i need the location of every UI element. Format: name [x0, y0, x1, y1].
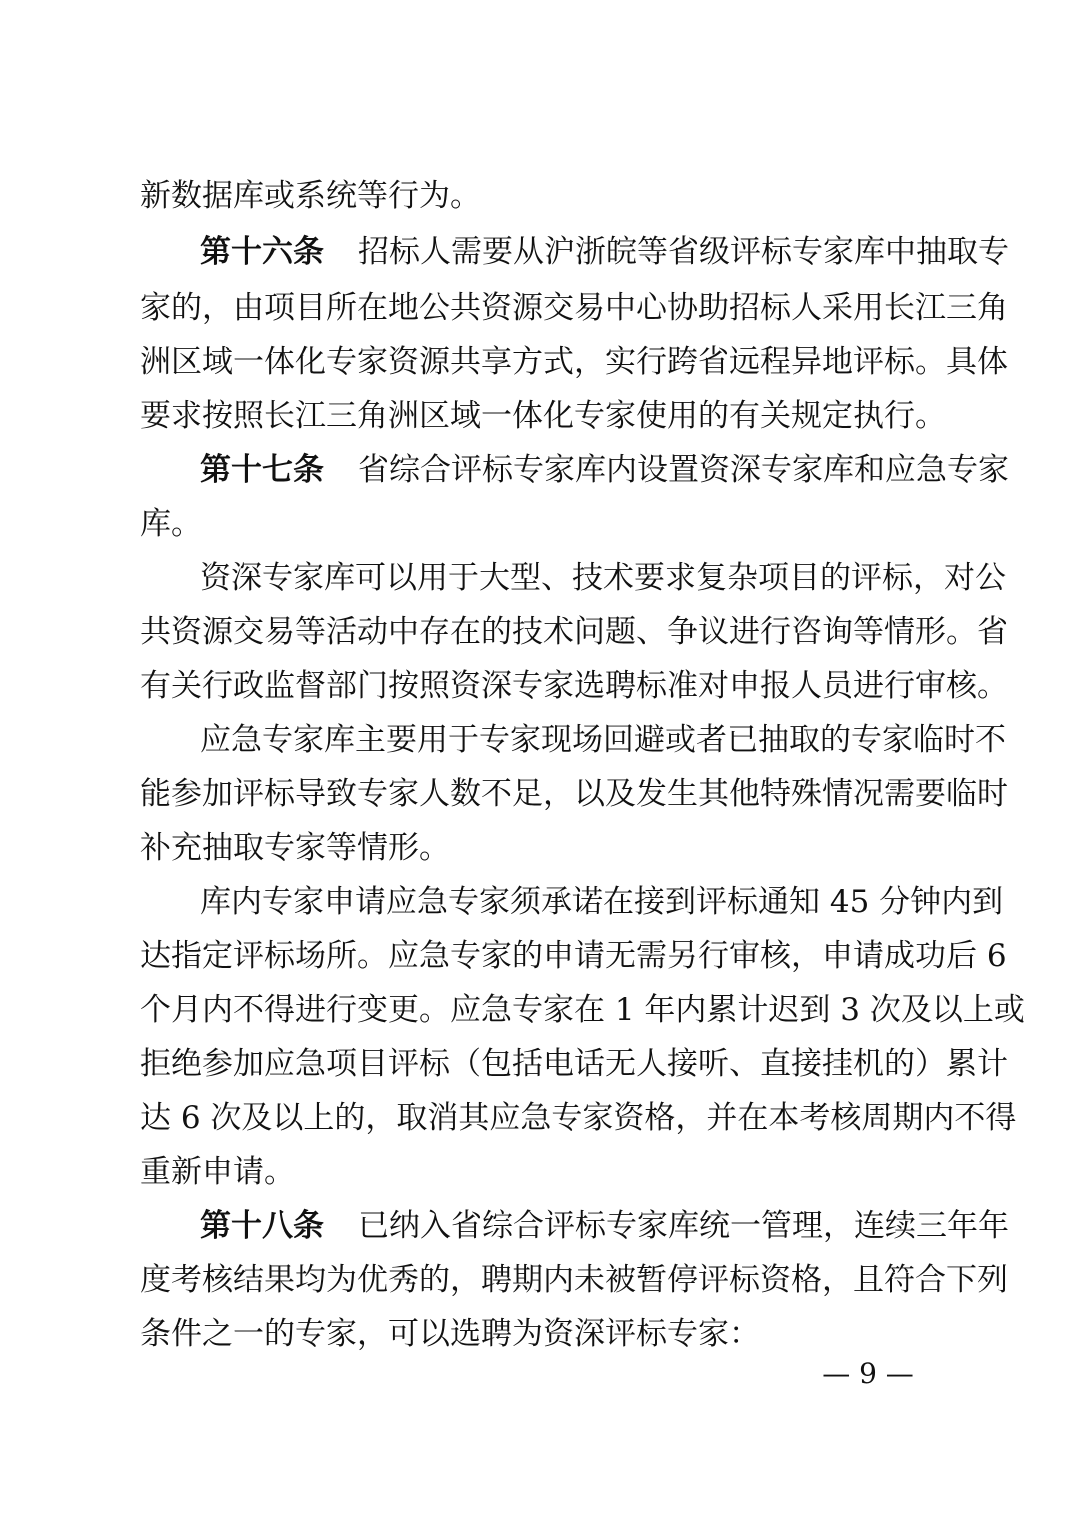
text-line: 资深专家库可以用于大型、技术要求复杂项目的评标，对公 [200, 560, 1006, 596]
text-line: 新数据库或系统等行为。 [140, 178, 481, 214]
text-line: 能参加评标导致专家人数不足，以及发生其他特殊情况需要临时 [140, 776, 1008, 812]
text-line: 条件之一的专家，可以选聘为资深评标专家： [140, 1316, 760, 1352]
article-16-heading: 第十六条 [200, 234, 324, 270]
page-number: — 9 — [822, 1357, 914, 1390]
text-line: 个月内不得进行变更。应急专家在 1 年内累计迟到 3 次及以上或 [140, 992, 1025, 1028]
text-line: 洲区域一体化专家资源共享方式，实行跨省远程异地评标。具体 [140, 344, 1008, 380]
text-line: 库内专家申请应急专家须承诺在接到评标通知 45 分钟内到 [200, 884, 1004, 920]
text-line: 重新申请。 [140, 1154, 295, 1190]
text-line: 库。 [140, 506, 202, 542]
text-line: 要求按照长江三角洲区域一体化专家使用的有关规定执行。 [140, 398, 946, 434]
text-line: 招标人需要从沪浙皖等省级评标专家库中抽取专 [358, 234, 1009, 270]
text-line: 达 6 次及以上的，取消其应急专家资格，并在本考核周期内不得 [140, 1100, 1017, 1136]
text-line: 家的，由项目所在地公共资源交易中心协助招标人采用长江三角 [140, 290, 1008, 326]
text-line: 省综合评标专家库内设置资深专家库和应急专家 [358, 452, 1009, 488]
article-16-line [200, 232, 1009, 272]
text-line: 度考核结果均为优秀的，聘期内未被暂停评标资格，且符合下列 [140, 1262, 1008, 1298]
text-line: 应急专家库主要用于专家现场回避或者已抽取的专家临时不 [200, 722, 1006, 758]
article-18-line [200, 1206, 1009, 1246]
text-line: 共资源交易等活动中存在的技术问题、争议进行咨询等情形。省 [140, 614, 1008, 650]
text-line: 拒绝参加应急项目评标（包括电话无人接听、直接挂机的）累计 [140, 1046, 1008, 1082]
article-17-line [200, 450, 1009, 490]
article-17-heading: 第十七条 [200, 452, 324, 488]
text-line: 有关行政监督部门按照资深专家选聘标准对申报人员进行审核。 [140, 668, 1008, 704]
article-18-heading: 第十八条 [200, 1208, 324, 1244]
text-line: 达指定评标场所。应急专家的申请无需另行审核，申请成功后 6 [140, 938, 1007, 974]
text-line: 已纳入省综合评标专家库统一管理，连续三年年 [358, 1208, 1009, 1244]
text-line: 补充抽取专家等情形。 [140, 830, 450, 866]
